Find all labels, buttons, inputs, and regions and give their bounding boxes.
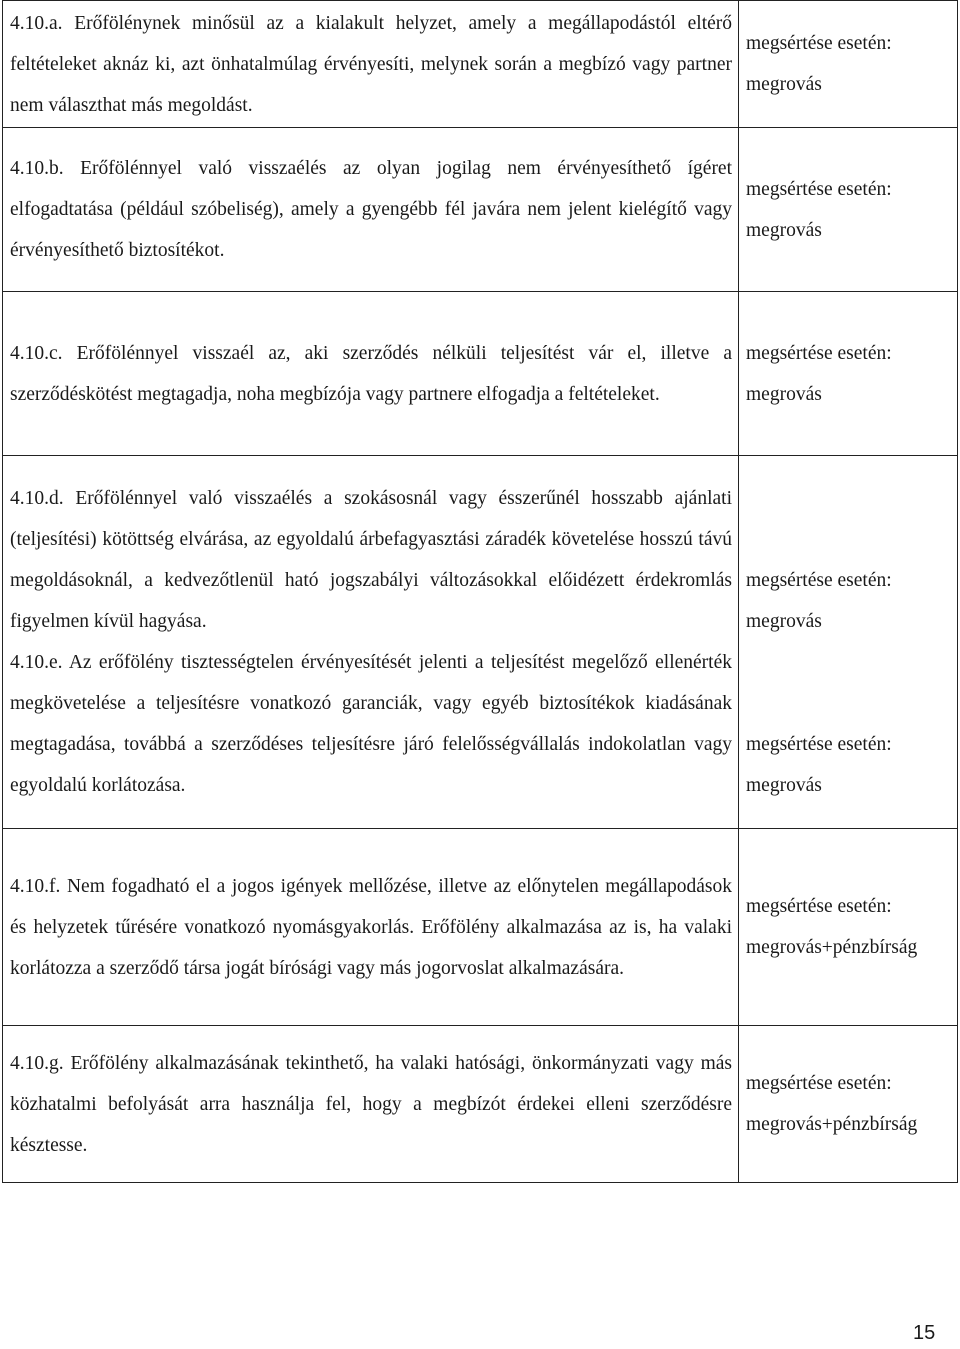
rule-paragraph [10, 866, 732, 989]
rule-row-4-10-g [3, 1026, 958, 1183]
sanction-value: megrovás+pénzbírság [746, 937, 918, 958]
clause-text: Erőfölény alkalmazásának tekinthető, ha valaki hatósági, önkormányzati vagy más közhatalmi befolyását arra használja fel, hogy a megbízót érdekei elleni szerződésre késztesse. [10, 1052, 732, 1156]
page-number: 15 [913, 1322, 936, 1344]
sanction-value: megrovás+pénzbírság [746, 1114, 918, 1135]
clause-id: 4.10.f. [10, 875, 61, 897]
sanction-value: megrovás [746, 611, 822, 632]
sanction-label: megsértése esetén: [746, 178, 892, 200]
sanction-cell [739, 829, 958, 1026]
sanction-cell [739, 1, 958, 128]
sanction-cell [739, 128, 958, 292]
clause-id: 4.10.g. [10, 1052, 64, 1074]
rule-text-cell [3, 1, 739, 128]
sanction-value: megrovás [746, 775, 822, 796]
sanction-label: megsértése esetén: [746, 896, 892, 917]
sanction-label: megsértése esetén: [746, 33, 892, 54]
sanction-label: megsértése esetén: [746, 570, 892, 591]
clause-id: 4.10.b. [10, 158, 64, 179]
sanction-label: megsértése esetén: [746, 1073, 892, 1094]
rule-paragraph [10, 642, 732, 806]
clause-id: 4.10.a. [10, 12, 63, 34]
clause-text: Erőfölénnyel való visszaélés az olyan jogilag nem érvényesíthető ígéret elfogadtatása (például szóbeliség), amely a gyengébb fél javára nem jelent kielégítő vagy érvényesíthető biztosítékot. [10, 158, 733, 261]
rule-paragraph [10, 3, 732, 126]
clause-id: 4.10.e. [10, 652, 63, 673]
rule-text-cell [3, 829, 739, 1026]
rule-paragraph [10, 478, 732, 642]
rule-row-4-10-b [3, 128, 958, 292]
rule-paragraph [10, 333, 732, 415]
clause-text: Erőfölénynek minősül az a kialakult helyzet, amely a megállapodástól eltérő feltételeket aknáz ki, azt önhatalmúlag érvényesíti, melynek során a megbízó vagy partner nem választhat más megoldást. [10, 12, 733, 116]
clause-id: 4.10.d. [10, 488, 64, 509]
clause-text: Nem fogadható el a jogos igények mellőzése, illetve az előnytelen megállapodások és helyzetek tűrésére vonatkozó nyomásgyakorlás. Erőfölény alkalmazása az is, ha valaki korlátozza a szerződő társa jogát bírósági vagy más jogorvoslat alkalmazására. [10, 875, 733, 979]
clause-id: 4.10.c. [10, 342, 63, 364]
clause-text: Az erőfölény tisztességtelen érvényesítését jelenti a teljesítést megelőző ellenérték megkövetelése a teljesítésre vonatkozó garanciák, vagy egyéb biztosítékok kiadásának megtagadása, továbbá a szerződéses teljesítésre járó felelősségvállalás indokolatlan vagy egyoldalú korlátozása. [10, 652, 732, 796]
rules-table [2, 0, 958, 1183]
sanction-value: megrovás [746, 383, 822, 405]
sanction-cell [739, 456, 958, 829]
rule-row-4-10-c [3, 292, 958, 456]
sanction-value: megrovás [746, 74, 822, 95]
rule-text-cell [3, 1026, 739, 1183]
rule-text-cell [3, 456, 739, 829]
rule-text-cell [3, 128, 739, 292]
clause-text: Erőfölénnyel visszaél az, aki szerződés nélküli teljesítést vár el, illetve a szerződéskötést megtagadja, noha megbízója vagy partnere elfogadja a feltételeket. [10, 342, 732, 405]
rule-text-cell [3, 292, 739, 456]
rule-row-4-10-a [3, 1, 958, 128]
rule-row-4-10-f [3, 829, 958, 1026]
sanction-label: megsértése esetén: [746, 734, 892, 755]
rule-row-4-10-d-e [3, 456, 958, 829]
rule-paragraph [10, 1043, 732, 1166]
sanction-cell [739, 1026, 958, 1183]
sanction-cell [739, 292, 958, 456]
clause-text: Erőfölénnyel való visszaélés a szokásosnál vagy ésszerűnél hosszabb ajánlati (teljesítési) kötöttség elvárása, az egyoldalú árbefagyasztási záradék követelése hosszú távú megoldásoknál, a kedvezőtlenül ható jogszabályi változásokkal előidézett érdekromlás figyelmen kívül hagyása. [10, 488, 732, 632]
rule-paragraph [10, 148, 732, 271]
sanction-label: megsértése esetén: [746, 342, 892, 364]
sanction-value: megrovás [746, 219, 822, 241]
